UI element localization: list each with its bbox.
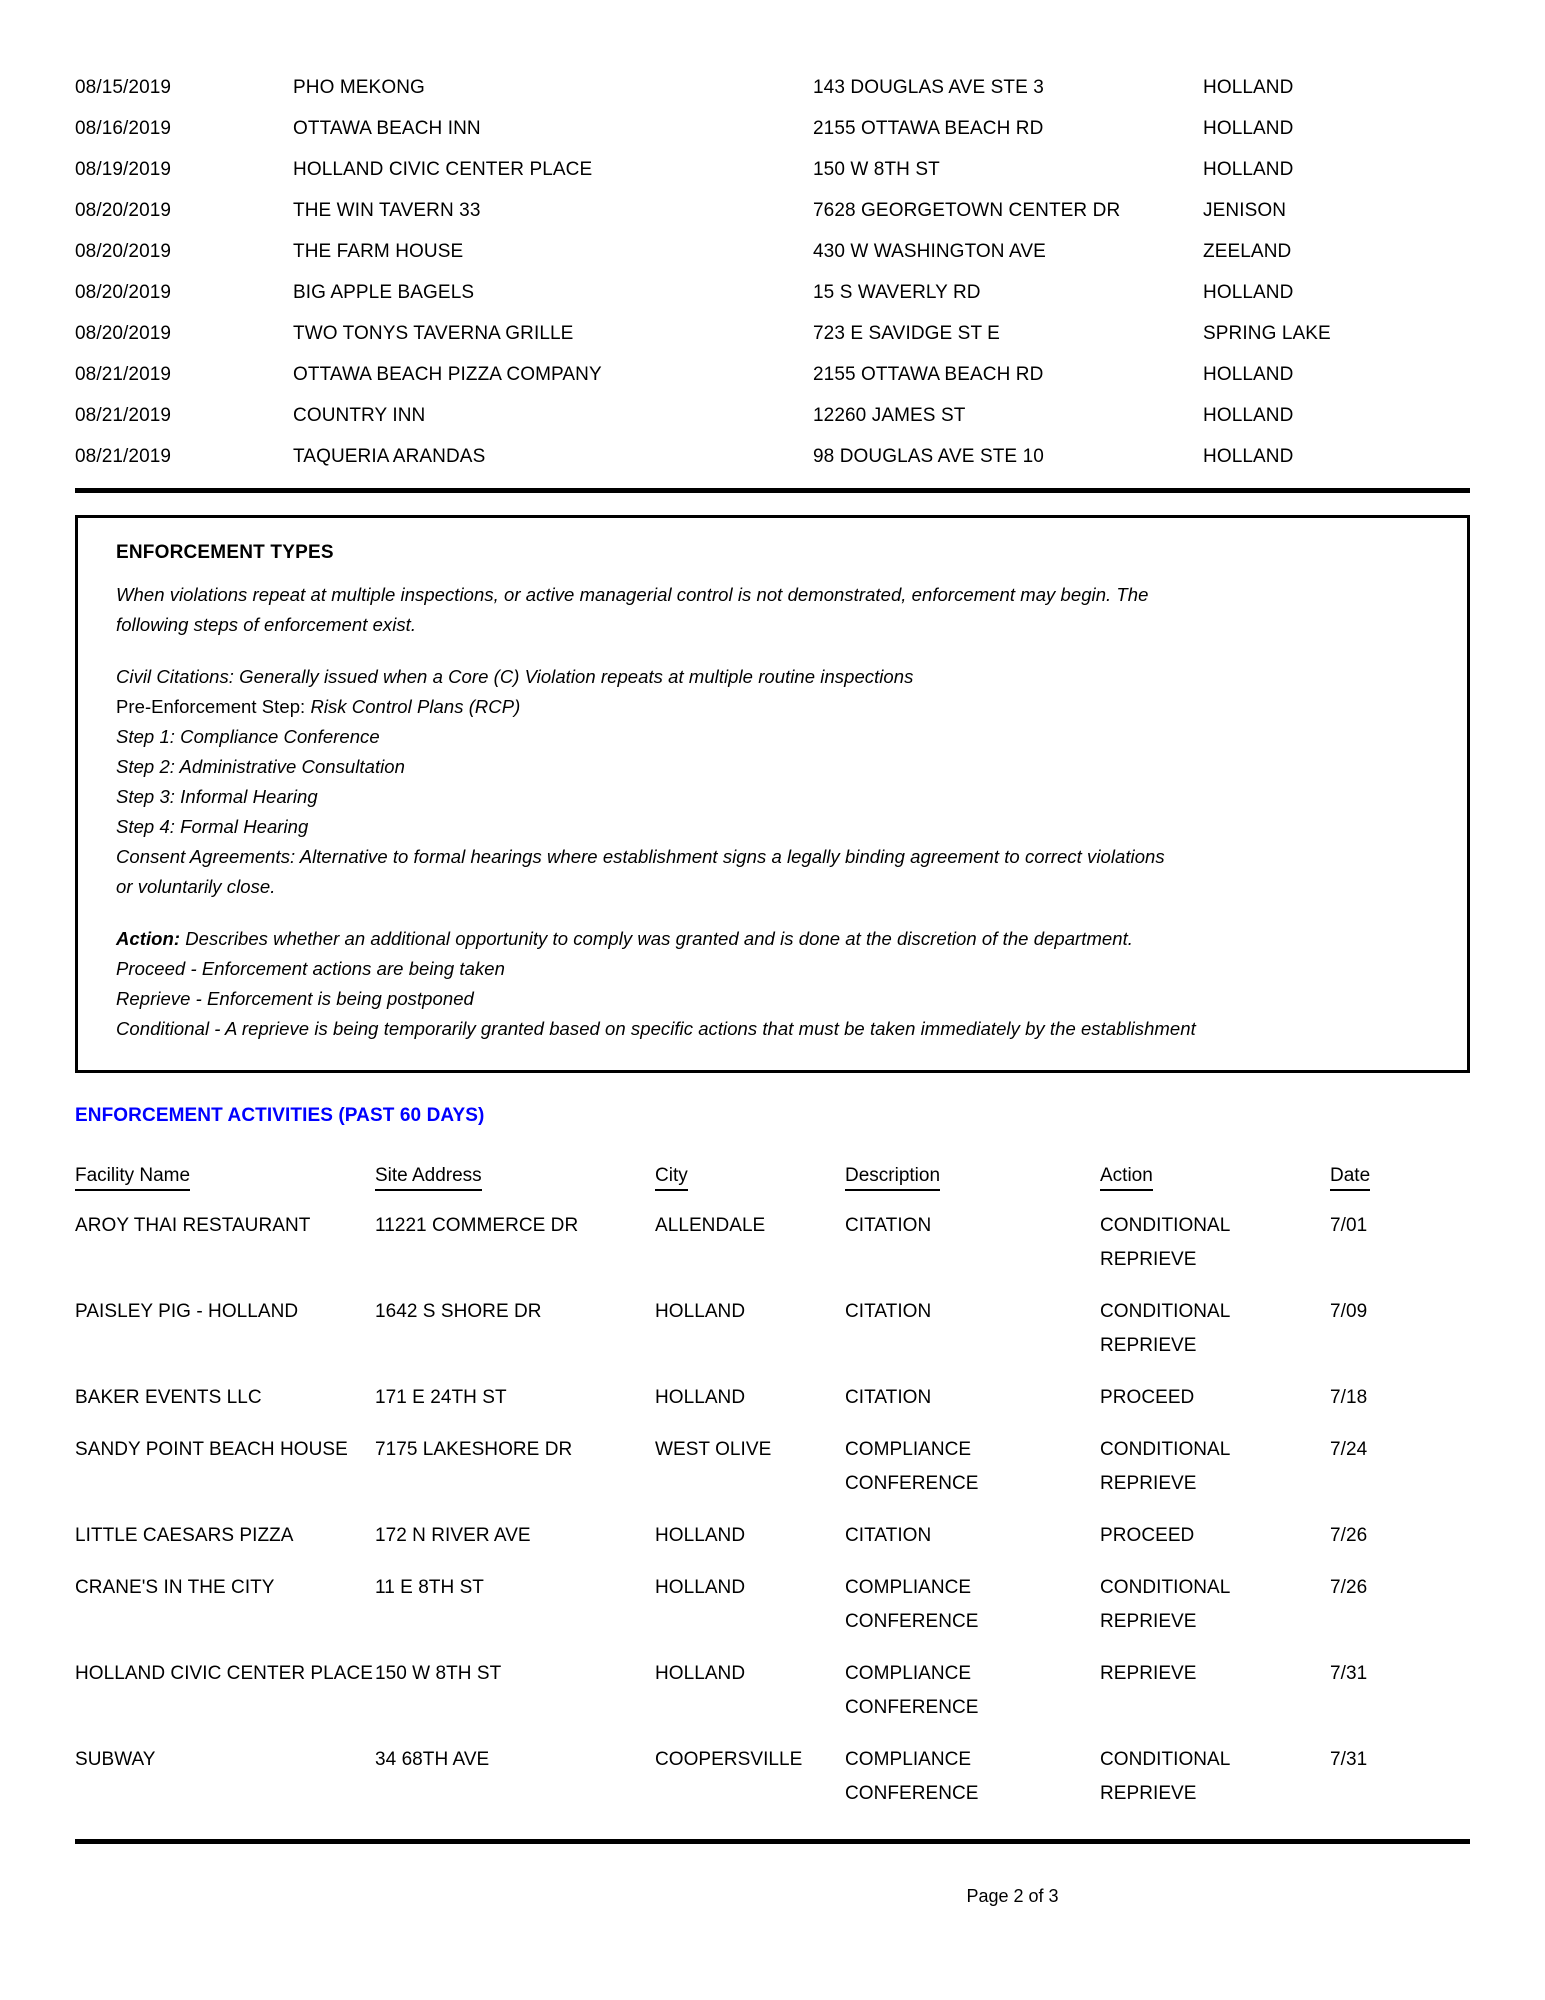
proceed-definition-line: Proceed - Enforcement actions are being taken (116, 958, 505, 979)
site-address: 1642 S SHORE DR (375, 1301, 542, 1322)
facility-name: TAQUERIA ARANDAS (293, 446, 486, 467)
column-header-description (845, 1165, 1100, 1191)
reprieve-definition-line: Reprieve - Enforcement is being postponed (116, 988, 474, 1009)
city: JENISON (1203, 200, 1287, 221)
city: HOLLAND (1203, 118, 1294, 139)
conditional-definition-line: Conditional - A reprieve is being temporarily granted based on specific actions that must be taken immediately by the establishment (116, 1018, 1196, 1039)
city: WEST OLIVE (655, 1439, 772, 1460)
column-header-date (1330, 1165, 1470, 1191)
inspection-date: 08/20/2019 (75, 323, 172, 344)
action: PROCEED (1100, 1525, 1195, 1546)
table-row (75, 1363, 1470, 1415)
facility-name: CRANE'S IN THE CITY (75, 1577, 275, 1598)
inspection-date: 08/20/2019 (75, 282, 172, 303)
table-row (75, 1725, 1470, 1811)
description: COMPLIANCE CONFERENCE (845, 1577, 979, 1632)
city: HOLLAND (655, 1301, 746, 1322)
site-address: 98 DOUGLAS AVE STE 10 (813, 446, 1044, 467)
facility-name: COUNTRY INN (293, 405, 426, 426)
city: ZEELAND (1203, 241, 1292, 262)
site-address: 430 W WASHINGTON AVE (813, 241, 1046, 262)
table-row (75, 283, 1470, 324)
city: HOLLAND (1203, 282, 1294, 303)
table-row (75, 201, 1470, 242)
facility-name: THE WIN TAVERN 33 (293, 200, 481, 221)
description: CITATION (845, 1301, 932, 1322)
description: COMPLIANCE CONFERENCE (845, 1439, 979, 1494)
city: HOLLAND (1203, 405, 1294, 426)
table-row (75, 1277, 1470, 1363)
inspection-date: 08/21/2019 (75, 364, 172, 385)
city: HOLLAND (655, 1387, 746, 1408)
site-address: 150 W 8TH ST (813, 159, 940, 180)
date: 7/24 (1330, 1439, 1368, 1460)
date: 7/26 (1330, 1577, 1368, 1598)
facility-name: TWO TONYS TAVERNA GRILLE (293, 323, 574, 344)
date: 7/18 (1330, 1387, 1368, 1408)
table-row (75, 324, 1470, 365)
column-header-city (655, 1165, 845, 1191)
pre-enforcement-value: Risk Control Plans (RCP) (310, 696, 521, 717)
city: HOLLAND (1203, 77, 1294, 98)
date: 7/01 (1330, 1215, 1368, 1236)
step-1-line: Step 1: Compliance Conference (116, 726, 380, 747)
step-4-line: Step 4: Formal Hearing (116, 816, 309, 837)
table-row (75, 365, 1470, 406)
enforcement-intro-line-2: following steps of enforcement exist. (116, 614, 417, 635)
facility-name: HOLLAND CIVIC CENTER PLACE (75, 1663, 373, 1684)
pre-enforcement-line (116, 692, 1429, 722)
column-header-label: Date (1330, 1165, 1370, 1191)
city: HOLLAND (655, 1663, 746, 1684)
site-address: 2155 OTTAWA BEACH RD (813, 118, 1044, 139)
consent-agreements-line-1: Consent Agreements: Alternative to formal hearings where establishment signs a legally binding agreement to correct violations (116, 846, 1165, 867)
facility-name: THE FARM HOUSE (293, 241, 464, 262)
site-address: 34 68TH AVE (375, 1749, 490, 1770)
enforcement-types-title: ENFORCEMENT TYPES (116, 542, 334, 563)
facility-name: HOLLAND CIVIC CENTER PLACE (293, 159, 593, 180)
inspection-date: 08/21/2019 (75, 446, 172, 467)
facility-name: AROY THAI RESTAURANT (75, 1215, 311, 1236)
site-address: 723 E SAVIDGE ST E (813, 323, 1000, 344)
table-row (75, 78, 1470, 119)
inspection-date: 08/16/2019 (75, 118, 172, 139)
site-address: 15 S WAVERLY RD (813, 282, 981, 303)
facility-name: OTTAWA BEACH PIZZA COMPANY (293, 364, 602, 385)
action: REPRIEVE (1100, 1663, 1197, 1684)
city: HOLLAND (655, 1577, 746, 1598)
description: CITATION (845, 1525, 932, 1546)
city: HOLLAND (1203, 364, 1294, 385)
inspections-table (75, 78, 1470, 488)
action: CONDITIONAL REPRIEVE (1100, 1749, 1230, 1804)
inspection-date: 08/21/2019 (75, 405, 172, 426)
inspection-date: 08/20/2019 (75, 200, 172, 221)
step-2-line: Step 2: Administrative Consultation (116, 756, 405, 777)
facility-name: SUBWAY (75, 1749, 156, 1770)
action: PROCEED (1100, 1387, 1195, 1408)
action: CONDITIONAL REPRIEVE (1100, 1301, 1230, 1356)
action: CONDITIONAL REPRIEVE (1100, 1215, 1230, 1270)
column-header-site-address (375, 1165, 655, 1191)
inspection-date: 08/19/2019 (75, 159, 172, 180)
description: COMPLIANCE CONFERENCE (845, 1749, 979, 1804)
table-row (75, 406, 1470, 447)
pre-enforcement-label: Pre-Enforcement Step: (116, 696, 306, 717)
table-row (75, 1191, 1470, 1277)
civil-citations-line: Civil Citations: Generally issued when a Core (C) Violation repeats at multiple routine inspections (116, 666, 914, 687)
page-footer (75, 1886, 1470, 1907)
action: CONDITIONAL REPRIEVE (1100, 1577, 1230, 1632)
description: CITATION (845, 1387, 932, 1408)
facility-name: PAISLEY PIG - HOLLAND (75, 1301, 299, 1322)
column-header-action (1100, 1165, 1330, 1191)
facility-name: LITTLE CAESARS PIZZA (75, 1525, 294, 1546)
column-header-label: Facility Name (75, 1165, 190, 1191)
site-address: 150 W 8TH ST (375, 1663, 502, 1684)
facility-name: PHO MEKONG (293, 77, 425, 98)
table-row (75, 1639, 1470, 1725)
date: 7/26 (1330, 1525, 1368, 1546)
step-3-line: Step 3: Informal Hearing (116, 786, 318, 807)
table-header-row (75, 1165, 1470, 1191)
facility-name: SANDY POINT BEACH HOUSE (75, 1439, 348, 1460)
site-address: 7628 GEORGETOWN CENTER DR (813, 200, 1121, 221)
facility-name: BIG APPLE BAGELS (293, 282, 475, 303)
column-header-label: Site Address (375, 1165, 482, 1191)
city: HOLLAND (655, 1525, 746, 1546)
inspection-date: 08/20/2019 (75, 241, 172, 262)
description: CITATION (845, 1215, 932, 1236)
consent-agreements-line-2: or voluntarily close. (116, 876, 276, 897)
facility-name: OTTAWA BEACH INN (293, 118, 481, 139)
section-divider-rule (75, 488, 1470, 493)
site-address: 7175 LAKESHORE DR (375, 1439, 573, 1460)
site-address: 12260 JAMES ST (813, 405, 966, 426)
column-header-label: Action (1100, 1165, 1153, 1191)
activities-bottom-rule (75, 1839, 1470, 1844)
enforcement-intro-line-1: When violations repeat at multiple inspections, or active managerial control is not demonstrated, enforcement may begin. The (116, 584, 1149, 605)
column-header-facility-name (75, 1165, 375, 1191)
column-header-label: City (655, 1165, 688, 1191)
table-row (75, 242, 1470, 283)
table-row (75, 1553, 1470, 1639)
date: 7/09 (1330, 1301, 1368, 1322)
city: COOPERSVILLE (655, 1749, 803, 1770)
enforcement-activities-heading: ENFORCEMENT ACTIVITIES (PAST 60 DAYS) (75, 1105, 485, 1126)
page-number-label: Page 2 of 3 (966, 1886, 1059, 1906)
city: HOLLAND (1203, 446, 1294, 467)
site-address: 172 N RIVER AVE (375, 1525, 531, 1546)
city: SPRING LAKE (1203, 323, 1331, 344)
action-description-line (116, 924, 1429, 954)
spacer (116, 902, 1429, 924)
date: 7/31 (1330, 1663, 1368, 1684)
enforcement-activities-table (75, 1165, 1470, 1811)
site-address: 143 DOUGLAS AVE STE 3 (813, 77, 1044, 98)
table-row (75, 160, 1470, 201)
site-address: 11 E 8TH ST (375, 1577, 484, 1598)
enforcement-types-box (75, 515, 1470, 1073)
table-row (75, 119, 1470, 160)
table-row (75, 1415, 1470, 1501)
site-address: 2155 OTTAWA BEACH RD (813, 364, 1044, 385)
column-header-label: Description (845, 1165, 940, 1191)
table-row (75, 1501, 1470, 1553)
spacer (116, 640, 1429, 662)
city: ALLENDALE (655, 1215, 766, 1236)
site-address: 11221 COMMERCE DR (375, 1215, 579, 1236)
action: CONDITIONAL REPRIEVE (1100, 1439, 1230, 1494)
facility-name: BAKER EVENTS LLC (75, 1387, 262, 1408)
date: 7/31 (1330, 1749, 1368, 1770)
description: COMPLIANCE CONFERENCE (845, 1663, 979, 1718)
table-row (75, 447, 1470, 488)
inspection-date: 08/15/2019 (75, 77, 172, 98)
action-text: Describes whether an additional opportunity to comply was granted and is done at the discretion of the department. (185, 928, 1133, 949)
action-label: Action: (116, 928, 181, 949)
city: HOLLAND (1203, 159, 1294, 180)
site-address: 171 E 24TH ST (375, 1387, 507, 1408)
